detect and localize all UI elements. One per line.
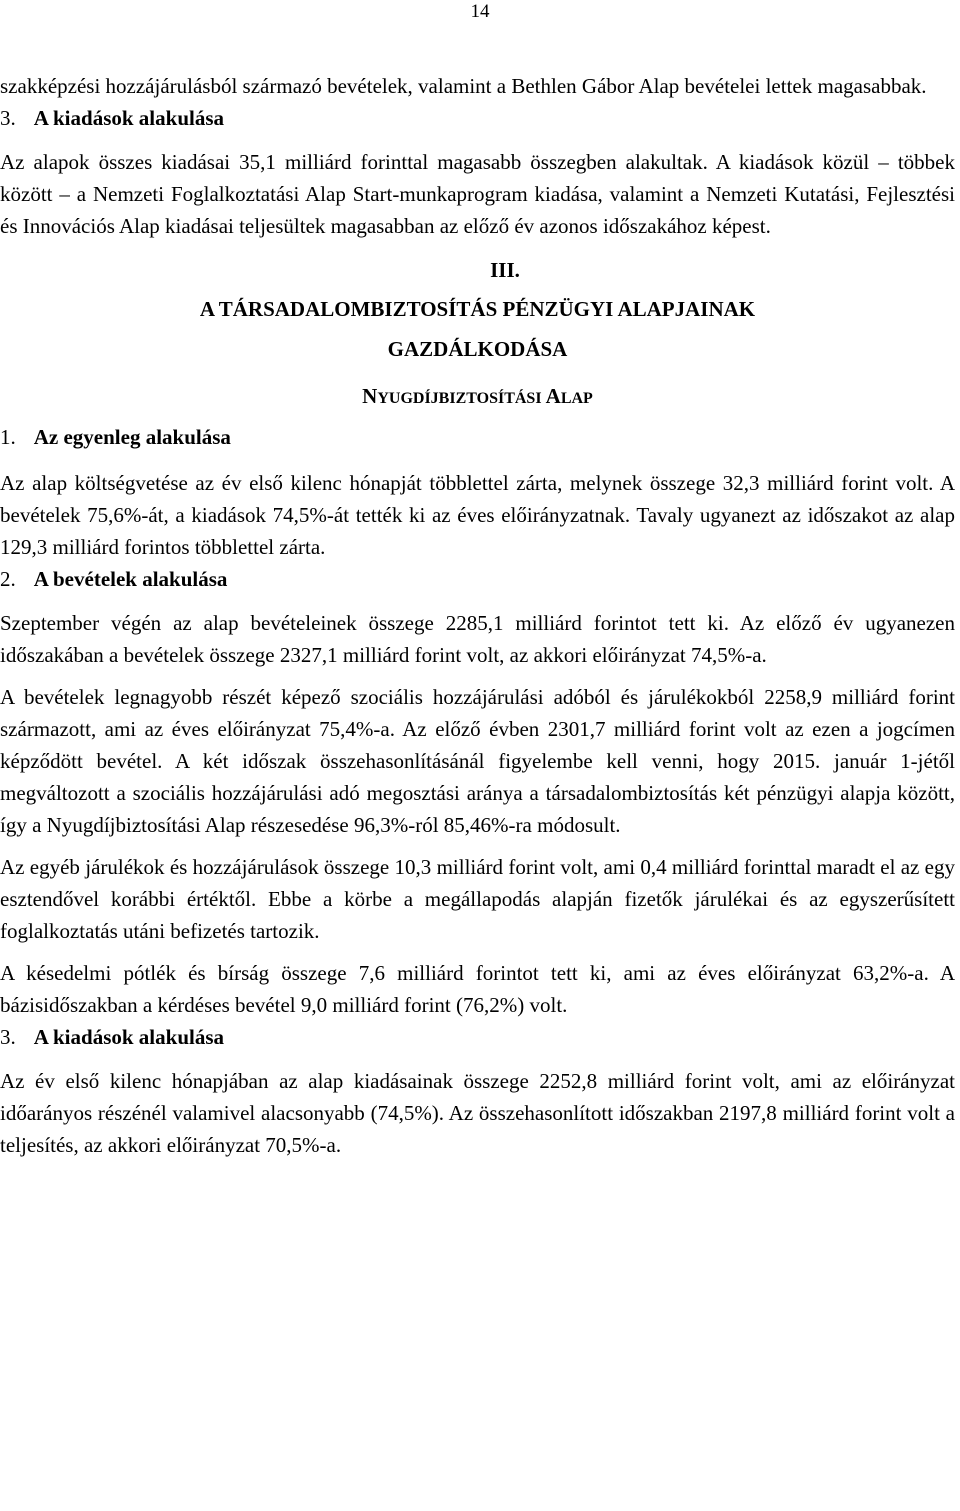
section-number: 2. bbox=[0, 567, 16, 591]
subsection-initial-a: A bbox=[545, 384, 561, 408]
chapter-heading bbox=[0, 254, 955, 366]
paragraph-intro-continuation: szakképzési hozzájárulásból származó bevételek, valamint a Bethlen Gábor Alap bevételei lettek magasabbak. bbox=[0, 74, 927, 98]
paragraph-revenues-1: Szeptember végén az alap bevételeinek összege 2285,1 milliárd forintot tett ki. Az előző év ugyanezen időszakában a bevételek összege 2327,1 milliárd forint volt, az akkori előirányzat 74,5%-a. bbox=[0, 611, 955, 667]
section-title: A kiadások alakulása bbox=[33, 1025, 225, 1049]
section-number: 1. bbox=[0, 425, 16, 449]
chapter-title-line-1: A TÁRSADALOMBIZTOSÍTÁS PÉNZÜGYI ALAPJAINAK bbox=[199, 297, 756, 321]
subsection-title-pension-fund bbox=[0, 380, 955, 415]
section-heading-balance bbox=[0, 421, 955, 453]
paragraph-expenditures: Az alapok összes kiadásai 35,1 milliárd forinttal magasabb összegben alakultak. A kiadások közül – többek között – a Nemzeti Foglalkoztatási Alap Start-munkaprogram kiadása, valamint a Nemzeti Kutatási, Fejlesztési és Innovációs Alap kiadásai teljesültek magasabban az előző év azonos időszakához képest. bbox=[0, 150, 955, 238]
paragraph-balance: Az alap költségvetése az év első kilenc hónapját többlettel zárta, melynek összege 32,3 milliárd forint volt. A bevételek 75,6%-át, a kiadások 74,5%-át tették ki az éves előirányzatnak. Tavaly ugyanezt az időszakot az alap 129,3 milliárd forintos többlettel zárta. bbox=[0, 471, 955, 559]
section-title: Az egyenleg alakulása bbox=[33, 425, 231, 449]
section-heading-expenditures-fund bbox=[0, 1021, 955, 1053]
section-heading-revenues bbox=[0, 563, 955, 595]
subsection-smallcaps-2: LAP bbox=[560, 390, 593, 407]
paragraph-revenues-2: A bevételek legnagyobb részét képező szociális hozzájárulási adóból és járulékokból 2258,9 milliárd forint származott, ami az éves előirányzat 75,4%-a. Az előző évben 2301,7 milliárd forint volt az ezen a jogcímen képződött bevétel. A két időszak összehasonlításánál figyelembe kell venni, hogy 2015. január 1-jétől megváltozott a szociális hozzájárulási adó megosztási aránya a társadalombiztosítás két pénzügyi alapja között, így a Nyugdíjbiztosítási Alap részesedése 96,3%-ról 85,46%-ra módosult. bbox=[0, 685, 955, 837]
section-title: A bevételek alakulása bbox=[33, 567, 228, 591]
chapter-number: III. bbox=[490, 258, 520, 282]
section-heading-expenditures bbox=[0, 102, 955, 134]
paragraph-revenues-3: Az egyéb járulékok és hozzájárulások összege 10,3 milliárd forint volt, ami 0,4 milliárd forinttal maradt el az egy esztendővel korábbi értéktől. Ebbe a körbe a megállapodás alapján fizetők járulékai és az egyszerűsített foglalkoztatás utáni befizetés tartozik. bbox=[0, 855, 955, 943]
paragraph-revenues-4: A késedelmi pótlék és bírság összege 7,6 milliárd forintot tett ki, ami az éves előirányzat 63,2%-a. A bázisidőszakban a kérdéses bevétel 9,0 milliárd forint (76,2%) volt. bbox=[0, 961, 955, 1017]
section-number: 3. bbox=[0, 1025, 16, 1049]
chapter-title-line-2: GAZDÁLKODÁSA bbox=[387, 337, 568, 361]
section-number: 3. bbox=[0, 106, 16, 130]
subsection-initial-n: N bbox=[362, 384, 378, 408]
subsection-smallcaps-1: YUGDÍJBIZTOSÍTÁSI bbox=[377, 390, 542, 407]
section-title: A kiadások alakulása bbox=[33, 106, 225, 130]
paragraph-expenditures-fund: Az év első kilenc hónapjában az alap kiadásainak összege 2252,8 milliárd forint volt, ami az előirányzat időarányos részénél valamivel alacsonyabb (74,5%). Az összehasonlított időszakban 2197,8 milliárd forint volt a teljesítés, az akkori előirányzat 70,5%-a. bbox=[0, 1069, 955, 1157]
page-number: 14 bbox=[470, 1, 490, 22]
document-body bbox=[0, 70, 955, 1161]
